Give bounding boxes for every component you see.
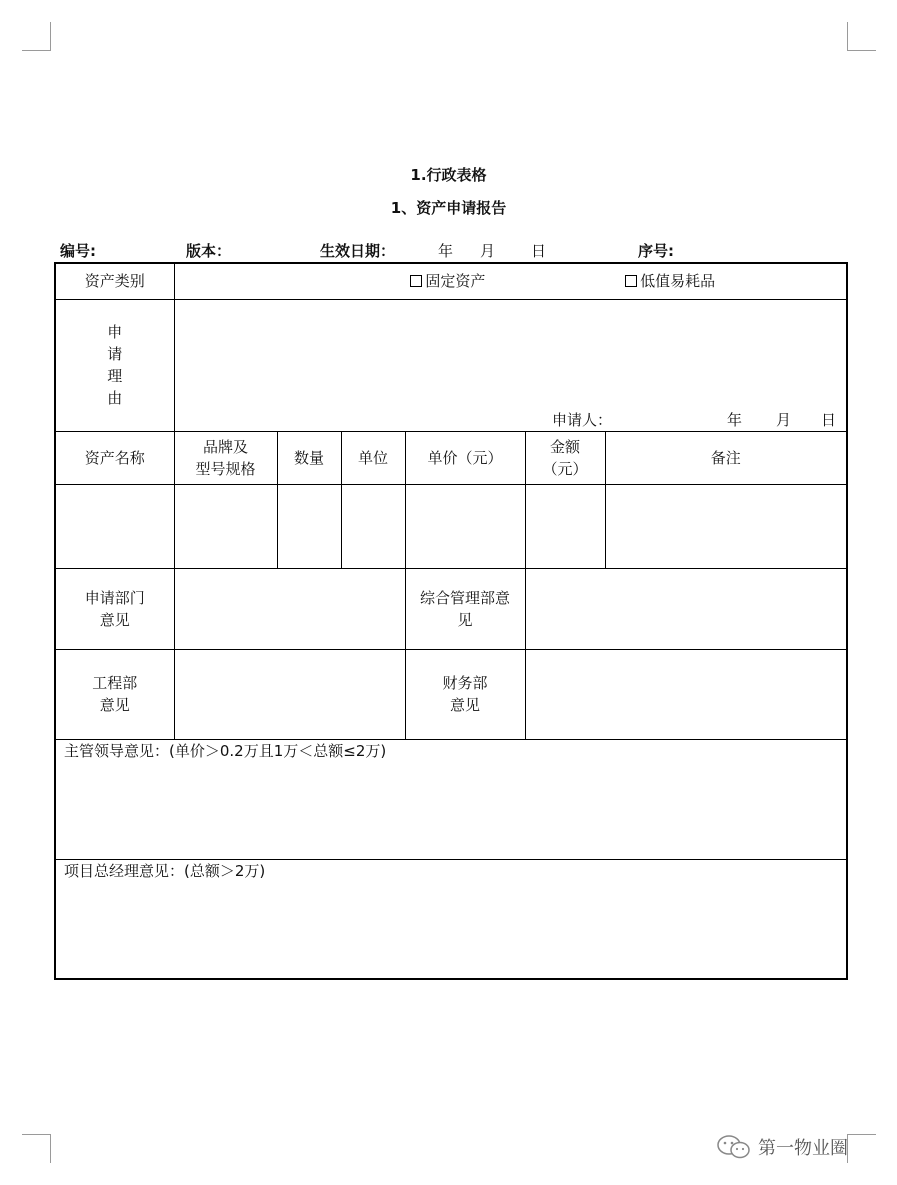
- amount-cell[interactable]: [525, 484, 605, 568]
- engineering-opinion-label: 工程部 意见: [55, 649, 174, 739]
- option-low-value[interactable]: 低值易耗品: [625, 270, 715, 292]
- col-unit-price: 单价（元）: [405, 431, 525, 484]
- serial-label: 序号:: [638, 242, 674, 260]
- crop-mark-bottom-left: [22, 1134, 51, 1163]
- number-label: 编号:: [60, 242, 96, 260]
- gm-opinion-label: 项目总经理意见：(总额＞2万): [64, 861, 266, 880]
- watermark: [716, 1134, 848, 1160]
- effective-month: 月: [480, 242, 496, 260]
- col-quantity: 数量: [277, 431, 341, 484]
- crop-mark-top-right: [847, 22, 876, 51]
- col-remarks: 备注: [605, 431, 847, 484]
- col-amount: 金额 （元）: [525, 431, 605, 484]
- sign-month: 月: [776, 410, 792, 429]
- checkbox-icon[interactable]: [410, 275, 422, 287]
- asset-category-options: [174, 263, 847, 299]
- quantity-cell[interactable]: [277, 484, 341, 568]
- finance-opinion-label: 财务部 意见: [405, 649, 525, 739]
- form-title: 1、资产申请报告: [390, 199, 507, 217]
- applicant-label: 申请人：: [551, 410, 612, 429]
- asset-category-label: 资产类别: [55, 263, 174, 299]
- crop-mark-bottom-right: [847, 1134, 876, 1163]
- effective-day: 日: [531, 242, 547, 260]
- dept-opinion-label: 申请部门 意见: [55, 568, 174, 649]
- section-heading: 1.行政表格: [410, 166, 487, 184]
- asset-name-cell[interactable]: [55, 484, 174, 568]
- effective-year: 年: [438, 242, 454, 260]
- asset-application-form: [54, 262, 848, 980]
- table-row: [55, 484, 847, 568]
- admin-opinion-field[interactable]: [525, 568, 847, 649]
- watermark-text: 第一物业圈: [758, 1138, 848, 1159]
- crop-mark-top-left: [22, 22, 51, 51]
- checkbox-icon[interactable]: [625, 275, 637, 287]
- option-fixed-asset[interactable]: 固定资产: [410, 270, 485, 292]
- applicant-signature-line: [552, 409, 836, 431]
- col-brand-model: 品牌及 型号规格: [174, 431, 277, 484]
- col-asset-name: 资产名称: [55, 431, 174, 484]
- admin-opinion-label: 综合管理部意 见: [405, 568, 525, 649]
- reason-label: 申 请 理 由: [55, 299, 174, 431]
- remarks-cell[interactable]: [605, 484, 847, 568]
- finance-opinion-field[interactable]: [525, 649, 847, 739]
- gm-opinion-field[interactable]: [55, 859, 847, 979]
- col-unit: 单位: [341, 431, 405, 484]
- wechat-icon: [716, 1134, 752, 1160]
- unit-price-cell[interactable]: [405, 484, 525, 568]
- sign-year: 年: [726, 410, 742, 429]
- engineering-opinion-field[interactable]: [174, 649, 405, 739]
- sign-day: 日: [821, 410, 837, 429]
- reason-field[interactable]: [174, 299, 847, 431]
- effective-date-label: 生效日期：: [320, 242, 396, 260]
- supervisor-opinion-field[interactable]: [55, 739, 847, 859]
- supervisor-opinion-label: 主管领导意见：(单价＞0.2万且1万＜总额≤2万): [64, 741, 387, 760]
- unit-cell[interactable]: [341, 484, 405, 568]
- dept-opinion-field[interactable]: [174, 568, 405, 649]
- version-label: 版本：: [186, 242, 232, 260]
- brand-model-cell[interactable]: [174, 484, 277, 568]
